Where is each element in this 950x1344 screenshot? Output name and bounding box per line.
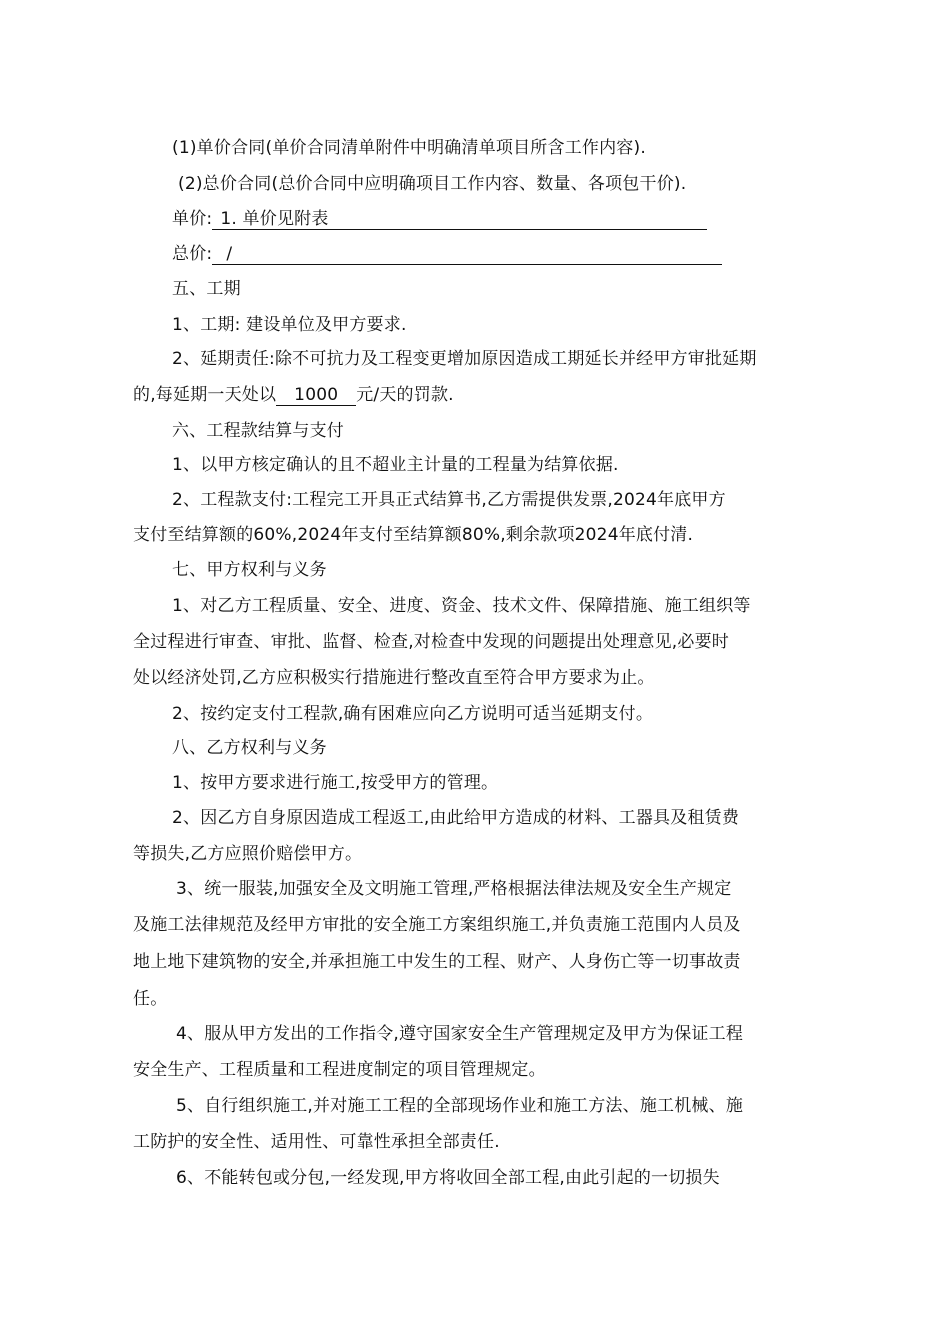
unit-price-label: 单价: xyxy=(172,209,213,229)
clause-8-3-line-3: 地上地下建筑物的安全,并承担施工中发生的工程、财产、人身伤亡等一切事故责 xyxy=(133,952,741,972)
total-price-value: / xyxy=(212,244,722,265)
clause-8-6-line-1: 6、不能转包或分包,一经发现,甲方将收回全部工程,由此引起的一切损失 xyxy=(176,1168,720,1188)
clause-8-4-line-1: 4、服从甲方发出的工作指令,遵守国家安全生产管理规定及甲方为保证工程 xyxy=(176,1024,744,1044)
clause-lump-sum-contract: (2)总价合同(总价合同中应明确项目工作内容、数量、各项包干价). xyxy=(178,174,687,194)
section-heading-6: 六、工程款结算与支付 xyxy=(172,421,344,441)
unit-price-row xyxy=(172,207,707,231)
penalty-text-before: 的,每延期一天处以 xyxy=(133,385,277,405)
clause-8-3-line-2: 及施工法律规范及经甲方审批的安全施工方案组织施工,并负责施工范围内人员及 xyxy=(133,915,741,935)
clause-6-2-line-1: 2、工程款支付:工程完工开具正式结算书,乙方需提供发票,2024年底甲方 xyxy=(172,490,726,510)
total-price-row xyxy=(172,242,722,266)
clause-6-1: 1、以甲方核定确认的且不超业主计量的工程量为结算依据. xyxy=(172,455,619,475)
clause-7-1-line-2: 全过程进行审查、审批、监督、检查,对检查中发现的问题提出处理意见,必要时 xyxy=(133,632,730,652)
clause-8-4-line-2: 安全生产、工程质量和工程进度制定的项目管理规定。 xyxy=(133,1060,546,1080)
total-price-label: 总价: xyxy=(172,244,213,264)
penalty-amount: 1000 xyxy=(276,385,356,406)
clause-8-3-line-1: 3、统一服装,加强安全及文明施工管理,严格根据法律法规及安全生产规定 xyxy=(176,879,732,899)
clause-7-1-line-3: 处以经济处罚,乙方应积极实行措施进行整改直至符合甲方要求为止。 xyxy=(133,668,655,688)
section-heading-8: 八、乙方权利与义务 xyxy=(172,738,327,758)
clause-5-2-line-2 xyxy=(133,383,454,407)
section-heading-7: 七、甲方权利与义务 xyxy=(172,560,327,580)
clause-8-3-line-4: 任。 xyxy=(133,989,168,1009)
clause-8-5-line-2: 工防护的安全性、适用性、可靠性承担全部责任. xyxy=(133,1132,500,1152)
clause-8-2-line-2: 等损失,乙方应照价赔偿甲方。 xyxy=(133,844,363,864)
clause-8-1: 1、按甲方要求进行施工,按受甲方的管理。 xyxy=(172,773,499,793)
clause-7-1-line-1: 1、对乙方工程质量、安全、进度、资金、技术文件、保障措施、施工组织等 xyxy=(172,596,751,616)
unit-price-value: 1. 单价见附表 xyxy=(212,209,707,230)
clause-5-1: 1、工期: 建设单位及甲方要求. xyxy=(172,315,407,335)
clause-7-2: 2、按约定支付工程款,确有困难应向乙方说明可适当延期支付。 xyxy=(172,704,654,724)
clause-unit-price-contract: (1)单价合同(单价合同清单附件中明确清单项目所含工作内容). xyxy=(172,138,646,158)
clause-6-2-line-2: 支付至结算额的60%,2024年支付至结算额80%,剩余款项2024年底付清. xyxy=(133,525,694,545)
clause-5-2-line-1: 2、延期责任:除不可抗力及工程变更增加原因造成工期延长并经甲方审批延期 xyxy=(172,349,757,369)
clause-8-2-line-1: 2、因乙方自身原因造成工程返工,由此给甲方造成的材料、工器具及租赁费 xyxy=(172,808,740,828)
section-heading-5: 五、工期 xyxy=(172,279,241,299)
penalty-text-after: 元/天的罚款. xyxy=(356,385,454,405)
clause-8-5-line-1: 5、自行组织施工,并对施工工程的全部现场作业和施工方法、施工机械、施 xyxy=(176,1096,744,1116)
